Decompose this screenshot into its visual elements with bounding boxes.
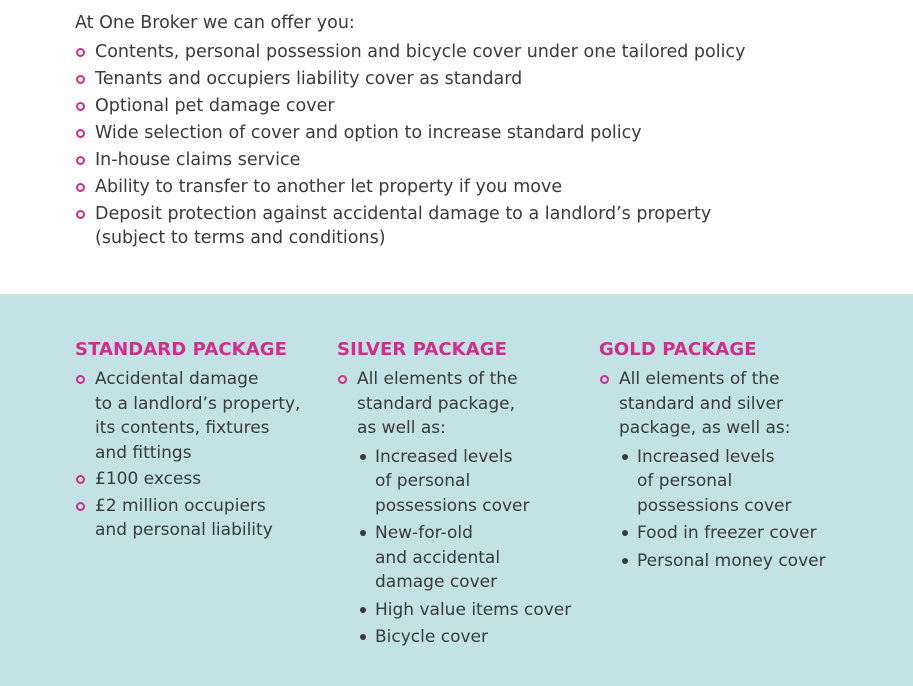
dot-bullet-icon <box>360 607 366 613</box>
silver-package-list <box>337 367 587 650</box>
ring-bullet-icon <box>76 75 85 84</box>
ring-bullet-icon <box>600 375 609 384</box>
ring-bullet-icon <box>76 210 85 219</box>
offer-item: Deposit protection against accidental damage to a landlord’s property (subject to terms and conditions) <box>75 202 895 250</box>
sub-item: New-for-old and accidental damage cover <box>357 521 587 595</box>
standard-package-list <box>75 367 325 543</box>
sub-item: Increased levels of personal possessions cover <box>619 445 849 519</box>
package-item: All elements of the standard and silver package, as well as: Increased levels of personal possessions cover Food in freezer cover Personal money cover <box>599 367 849 573</box>
ring-bullet-icon <box>76 102 85 111</box>
silver-sub-list <box>357 445 587 650</box>
gold-package-list <box>599 367 849 573</box>
offer-item: Ability to transfer to another let property if you move <box>75 175 895 199</box>
package-item: £100 excess <box>75 467 325 492</box>
offer-item: Contents, personal possession and bicycle cover under one tailored policy <box>75 40 895 64</box>
dot-bullet-icon <box>360 530 366 536</box>
silver-package-title: SILVER PACKAGE <box>337 339 508 360</box>
sub-item: Personal money cover <box>619 549 849 574</box>
dot-bullet-icon <box>622 454 628 460</box>
offer-list <box>75 40 895 250</box>
sub-item: Bicycle cover <box>357 625 587 650</box>
ring-bullet-icon <box>76 156 85 165</box>
ring-bullet-icon <box>338 375 347 384</box>
gold-package <box>599 338 849 576</box>
sub-item: Increased levels of personal possessions cover <box>357 445 587 519</box>
package-item: £2 million occupiers and personal liability <box>75 494 325 543</box>
gold-sub-list <box>619 445 849 574</box>
dot-bullet-icon <box>360 634 366 640</box>
dot-bullet-icon <box>622 558 628 564</box>
ring-bullet-icon <box>76 48 85 57</box>
sub-item: Food in freezer cover <box>619 521 849 546</box>
dot-bullet-icon <box>360 454 366 460</box>
standard-package-title: STANDARD PACKAGE <box>75 339 288 360</box>
ring-bullet-icon <box>76 375 85 384</box>
offer-item: Wide selection of cover and option to increase standard policy <box>75 121 895 145</box>
standard-package <box>75 338 325 545</box>
ring-bullet-icon <box>76 129 85 138</box>
offer-item: Tenants and occupiers liability cover as standard <box>75 67 895 91</box>
intro-text: At One Broker we can offer you: <box>75 13 355 33</box>
ring-bullet-icon <box>76 183 85 192</box>
silver-package <box>337 338 587 653</box>
offer-item: In-house claims service <box>75 148 895 172</box>
ring-bullet-icon <box>76 502 85 511</box>
packages-panel <box>0 294 913 686</box>
dot-bullet-icon <box>622 530 628 536</box>
package-item: All elements of the standard package, as well as: Increased levels of personal possessions cover New-for-old and accidental damage cover High value items cover Bicycle cover <box>337 367 587 650</box>
offer-item: Optional pet damage cover <box>75 94 895 118</box>
package-item: Accidental damage to a landlord’s property, its contents, fixtures and fittings <box>75 367 325 465</box>
offer-section <box>75 10 895 253</box>
ring-bullet-icon <box>76 475 85 484</box>
sub-item: High value items cover <box>357 598 587 623</box>
gold-package-title: GOLD PACKAGE <box>599 339 757 360</box>
